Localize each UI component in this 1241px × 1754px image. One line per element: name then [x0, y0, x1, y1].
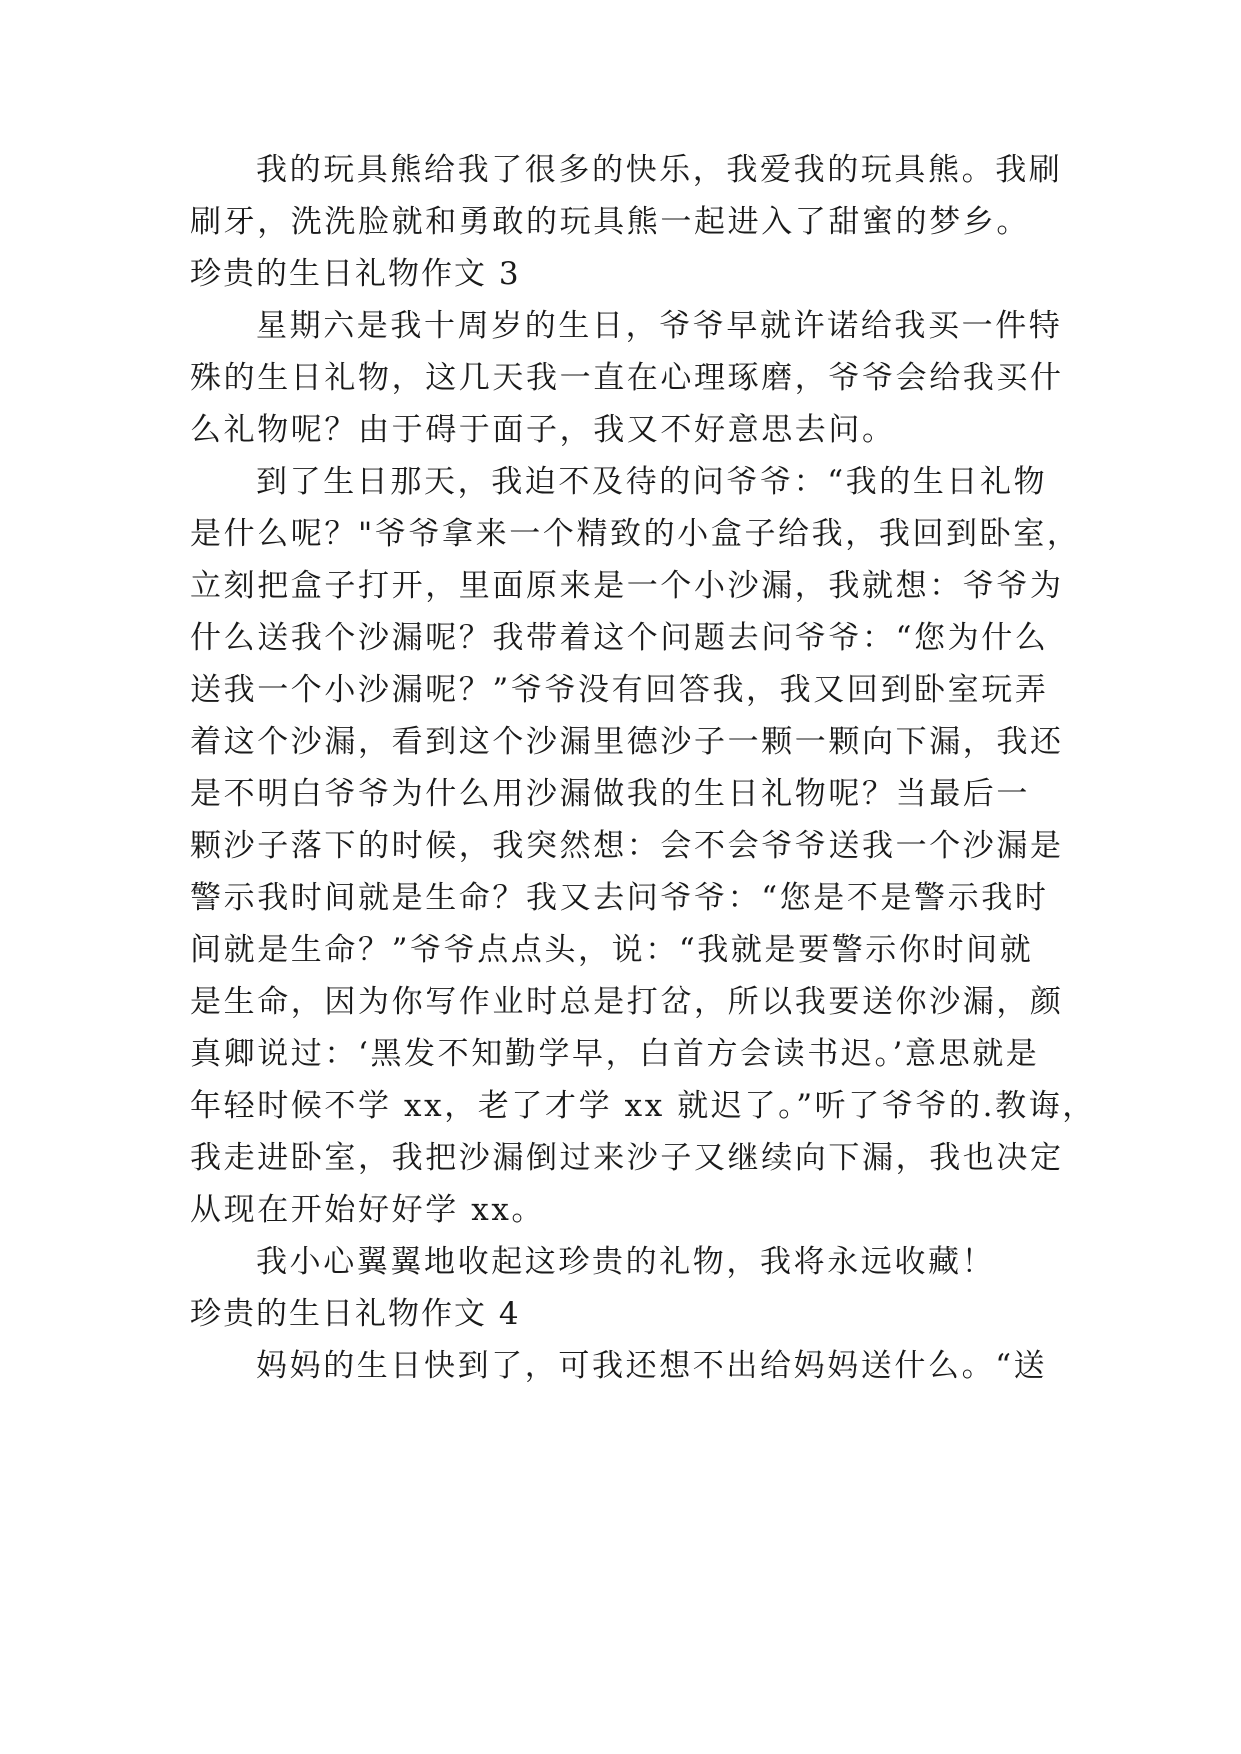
section-heading: 珍贵的生日礼物作文 4: [190, 1296, 521, 1332]
paragraph-line: 立刻把盒子打开，里面原来是一个小沙漏，我就想：爷爷为: [190, 568, 1064, 604]
paragraph-line: 我的玩具熊给我了很多的快乐，我爱我的玩具熊。我刷: [256, 152, 1063, 188]
paragraph-line: 间就是生命？”爷爷点点头，说：“我就是要警示你时间就: [190, 932, 1034, 968]
paragraph-line: 是生命，因为你写作业时总是打岔，所以我要送你沙漏，颜: [190, 984, 1064, 1020]
paragraph-line: 送我一个小沙漏呢？”爷爷没有回答我，我又回到卧室玩弄: [190, 672, 1049, 708]
paragraph-line: 刷牙，洗洗脸就和勇敢的玩具熊一起进入了甜蜜的梦乡。: [190, 204, 1030, 240]
paragraph-line: 妈妈的生日快到了，可我还想不出给妈妈送什么。“送: [256, 1348, 1048, 1384]
paragraph-line: 殊的生日礼物，这几天我一直在心理琢磨，爷爷会给我买什: [190, 360, 1064, 396]
paragraph-line: 颗沙子落下的时候，我突然想：会不会爷爷送我一个沙漏是: [190, 828, 1064, 864]
paragraph-line: 星期六是我十周岁的生日，爷爷早就许诺给我买一件特: [256, 308, 1063, 344]
paragraph-line: 什么送我个沙漏呢？我带着这个问题去问爷爷：“您为什么: [190, 620, 1049, 656]
paragraph-line: 我走进卧室，我把沙漏倒过来沙子又继续向下漏，我也决定: [190, 1140, 1064, 1176]
paragraph-line: 是什么呢？"爷爷拿来一个精致的小盒子给我，我回到卧室，: [190, 516, 1081, 552]
paragraph-line: 警示我时间就是生命？我又去问爷爷：“您是不是警示我时: [190, 880, 1049, 916]
paragraph-line: 着这个沙漏，看到这个沙漏里德沙子一颗一颗向下漏，我还: [190, 724, 1064, 760]
paragraph-line: 从现在开始好好学 xx。: [190, 1192, 546, 1228]
paragraph-line: 年轻时候不学 xx，老了才学 xx 就迟了。”听了爷爷的.教诲，: [190, 1088, 1096, 1124]
section-heading: 珍贵的生日礼物作文 3: [190, 256, 521, 292]
paragraph-line: 到了生日那天，我迫不及待的问爷爷：“我的生日礼物: [256, 464, 1048, 500]
paragraph-line: 我小心翼翼地收起这珍贵的礼物，我将永远收藏！: [256, 1244, 996, 1280]
paragraph-line: 么礼物呢？由于碍于面子，我又不好意思去问。: [190, 412, 896, 448]
paragraph-line: 真卿说过：‘黑发不知勤学早，白首方会读书迟。’意思就是: [190, 1036, 1040, 1072]
paragraph-line: 是不明白爷爷为什么用沙漏做我的生日礼物呢？当最后一: [190, 776, 1030, 812]
